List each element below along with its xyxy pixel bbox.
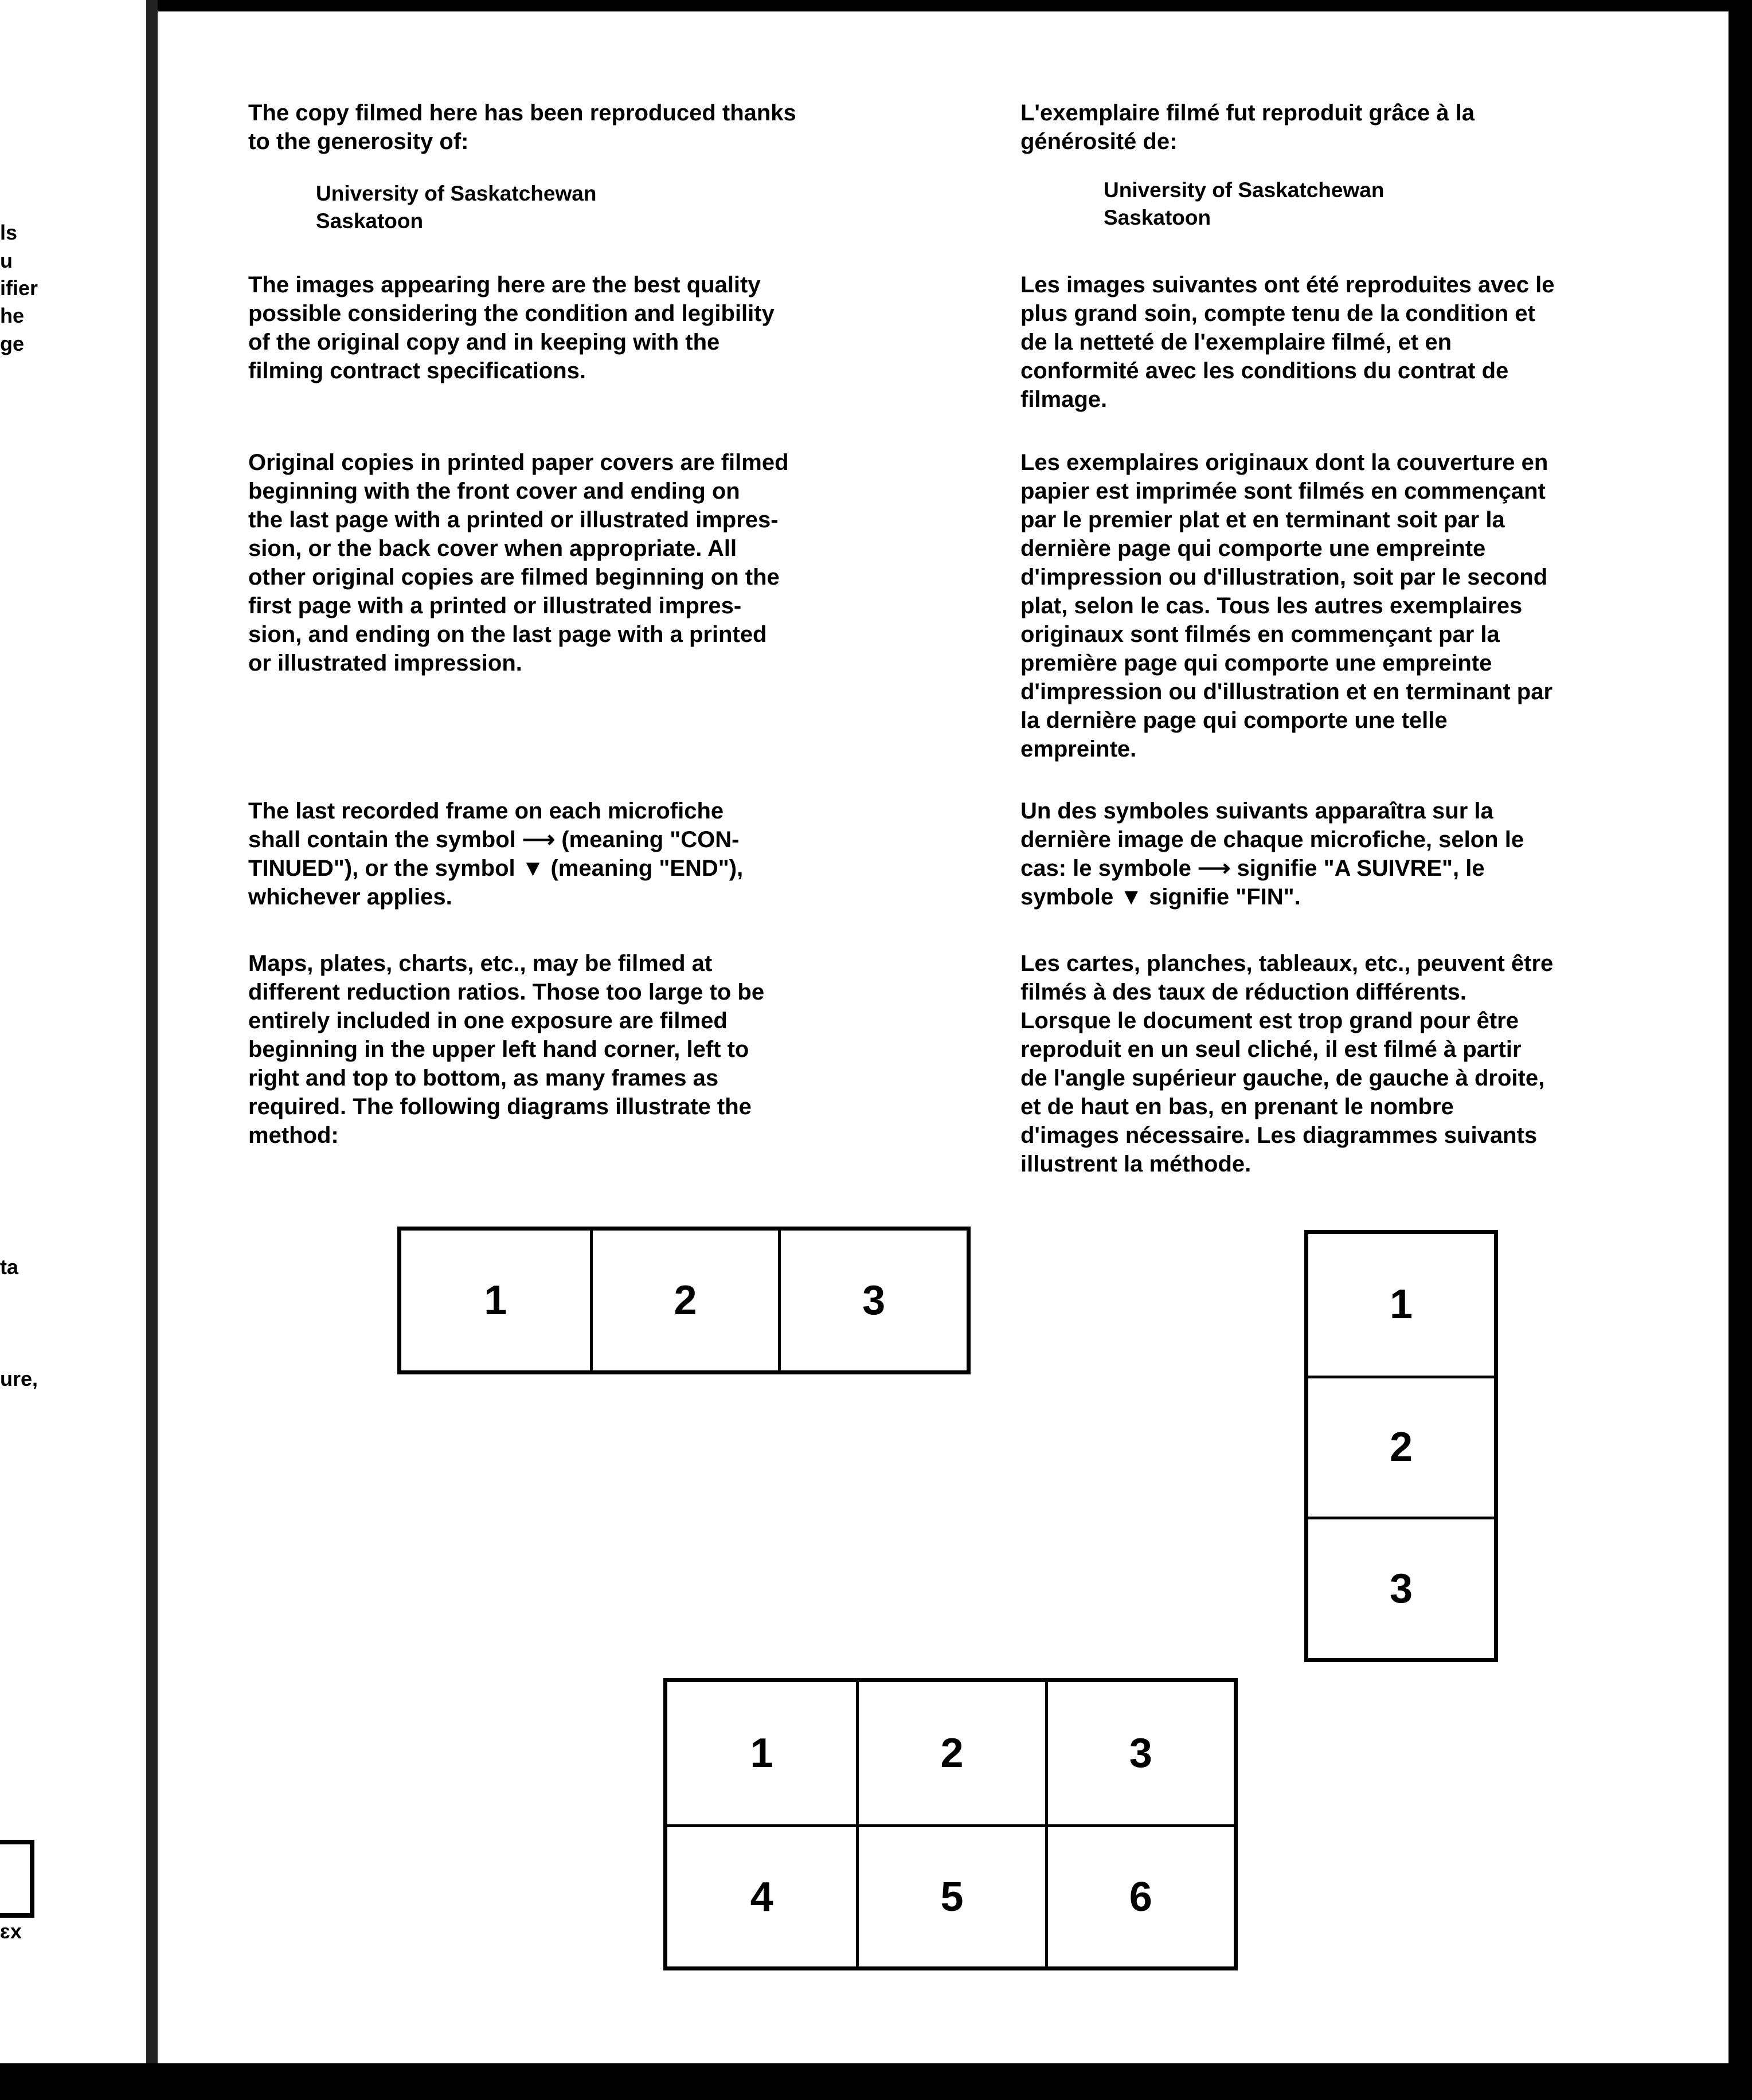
acknowledgement-en: The copy filmed here has been reproduced thanks to the generosity of: xyxy=(248,100,796,154)
frame-cell: 1 xyxy=(484,1278,507,1323)
frame-cell: 2 xyxy=(1308,1376,1494,1517)
fragment-line: ls xyxy=(0,221,18,244)
frame-cell: 3 xyxy=(1308,1517,1494,1658)
originals-statement-en: Original copies in printed paper covers are filmed beginning with the front cover and ending on the last page with a printed or illustrated impres- sion, or the back cover when appropriate. All other original copies are filmed beginning on the first page with a printed or illustrated impres- sion, and ending on the last page with a printed or illustrated impression. xyxy=(248,450,789,676)
symbols-statement-en: The last recorded frame on each microfiche shall contain the symbol ⟶ (meaning "CON- TINUED"), or the symbol ▼ (meaning "END"), whichever applies. xyxy=(248,798,744,910)
institution-fr: University of Saskatchewan Saskatoon xyxy=(1104,178,1385,229)
originals-statement-fr: Les exemplaires originaux dont la couverture en papier est imprimée sont filmés en commençant par le premier plat et en terminant soit par la dernière page qui comporte une empreinte d'impression ou d'illustration, soit par le second plat, selon le cas. Tous les autres exemplaires originaux sont filmés en commençant par la première page qui comporte une empreinte d'impression ou d'illustration et en terminant par la dernière page qui comporte une telle empreinte. xyxy=(1020,450,1553,762)
diagram-horizontal-frames xyxy=(397,1227,971,1374)
diagram-grid-frames xyxy=(663,1678,1238,1970)
frame-cell: 1 xyxy=(1389,1282,1413,1328)
page-gutter xyxy=(146,0,158,2063)
acknowledgement-fr: L'exemplaire filmé fut reproduit grâce à la générosité de: xyxy=(1020,100,1475,154)
fragment-line: ta xyxy=(0,1255,19,1279)
maps-statement-fr: Les cartes, planches, tableaux, etc., peuvent être filmés à des taux de réduction différents. Lorsque le document est trop grand pour être reproduit en un seul cliché, il est filmé à partir de l'angle supérieur gauche, de gauche à droite, et de haut en bas, en prenant le nombre d'images nécessaire. Les diagrammes suivants illustrent la méthode. xyxy=(1020,951,1554,1177)
frame-cell: 5 xyxy=(856,1824,1045,1966)
frame-cell: 4 xyxy=(667,1824,856,1966)
filming-notice-page xyxy=(158,11,1728,2063)
symbols-statement-fr: Un des symboles suivants apparaîtra sur la dernière image de chaque microfiche, selon le cas: le symbole ⟶ signifie "A SUIVRE", le symbole ▼ signifie "FIN". xyxy=(1020,798,1524,910)
quality-statement-en: The images appearing here are the best quality possible considering the condition and legibility of the original copy and in keeping with the filming contract specifications. xyxy=(248,272,775,383)
frame-cell: 1 xyxy=(750,1730,773,1776)
fragment-line: ifier xyxy=(0,276,38,300)
frame-cell: 2 xyxy=(856,1682,1045,1824)
frame-cell: 3 xyxy=(1045,1682,1234,1824)
fragment-line: he xyxy=(0,304,25,327)
diagram-vertical-frames xyxy=(1304,1230,1498,1662)
fragment-line: ɛx xyxy=(0,1919,22,1943)
frame-cell: 2 xyxy=(590,1231,779,1370)
maps-statement-en: Maps, plates, charts, etc., may be filmed at different reduction ratios. Those too large to be entirely included in one exposure are filmed beginning in the upper left hand corner, left to right and top to bottom, as many frames as required. The following diagrams illustrate the method: xyxy=(248,951,765,1148)
fragment-line: u xyxy=(0,249,13,272)
institution-en: University of Saskatchewan Saskatoon xyxy=(316,182,597,233)
fragment-line: ure, xyxy=(0,1367,38,1390)
previous-page-fragment xyxy=(0,0,146,2063)
fragment-diagram-box xyxy=(0,1840,34,1918)
fragment-line: ge xyxy=(0,332,25,355)
frame-cell: 6 xyxy=(1045,1824,1234,1966)
quality-statement-fr: Les images suivantes ont été reproduites avec le plus grand soin, compte tenu de la condition et de la netteté de l'exemplaire filmé, et en conformité avec les conditions du contrat de filmage. xyxy=(1020,272,1555,412)
frame-cell: 3 xyxy=(778,1231,967,1370)
